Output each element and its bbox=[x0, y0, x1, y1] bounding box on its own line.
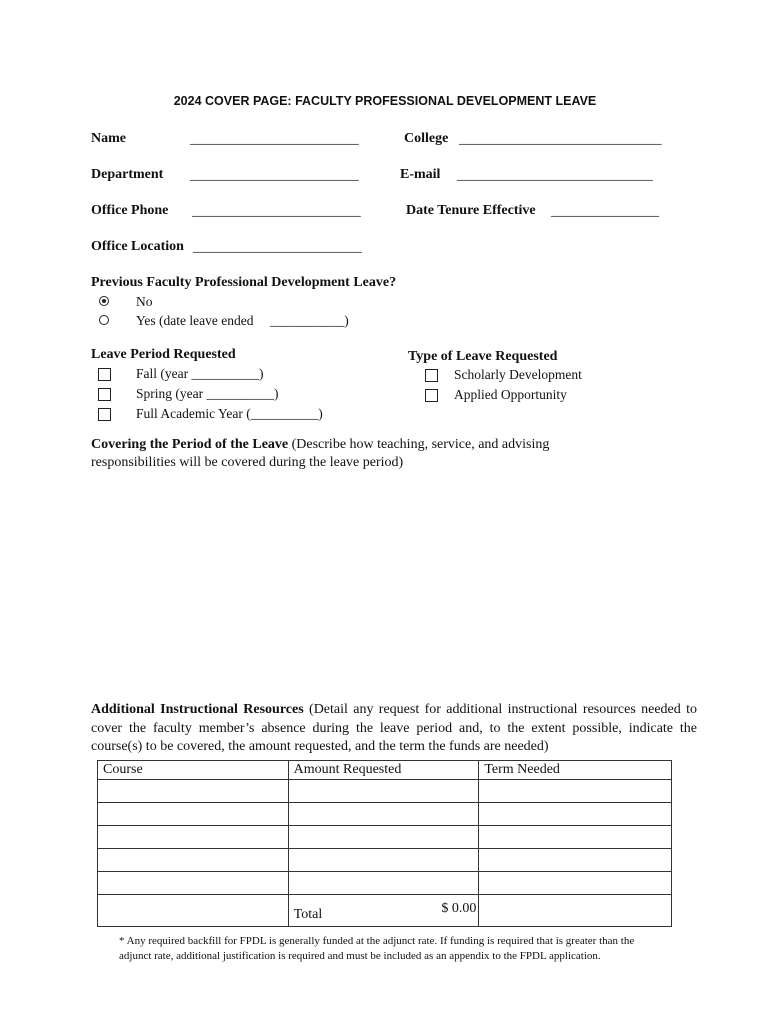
table-row bbox=[98, 803, 672, 826]
checkbox-scholarly[interactable] bbox=[425, 369, 438, 382]
radio-no-label: No bbox=[136, 294, 153, 309]
applied-label: Applied Opportunity bbox=[454, 387, 567, 402]
course-cell[interactable] bbox=[98, 872, 289, 895]
department-label: Department bbox=[91, 167, 164, 182]
amount-cell[interactable] bbox=[288, 803, 479, 826]
checkbox-spring[interactable] bbox=[98, 388, 111, 401]
date-tenure-field[interactable]: ________________ bbox=[551, 203, 659, 218]
amount-cell[interactable] bbox=[288, 872, 479, 895]
total-label: Total bbox=[293, 907, 323, 922]
additional-heading: Additional Instructional Resources bbox=[91, 702, 304, 717]
covering-heading: Covering the Period of the Leave bbox=[91, 437, 289, 452]
amount-cell[interactable] bbox=[288, 780, 479, 803]
resources-table bbox=[97, 760, 672, 927]
radio-yes[interactable] bbox=[99, 315, 109, 325]
checkbox-applied[interactable] bbox=[425, 389, 438, 402]
header-term: Term Needed bbox=[479, 761, 672, 780]
footnote-line-2: adjunct rate, additional justification is required and must be included as an appendix to the FPDL application. bbox=[119, 950, 601, 962]
term-cell[interactable] bbox=[479, 826, 672, 849]
table-row bbox=[98, 849, 672, 872]
amount-cell[interactable] bbox=[288, 826, 479, 849]
course-cell[interactable] bbox=[98, 780, 289, 803]
table-row bbox=[98, 826, 672, 849]
course-cell[interactable] bbox=[98, 849, 289, 872]
fall-label: Fall (year __________) bbox=[136, 366, 264, 381]
scholarly-label: Scholarly Development bbox=[454, 367, 582, 382]
college-label: College bbox=[404, 131, 449, 146]
radio-yes-label: Yes (date leave ended bbox=[136, 313, 254, 328]
additional-description: (Detail any request for additional instructional resources needed to cover the faculty member’s absence during the leave period and, to the extent possible, indicate the course(s) to be covered, the amount requested, and the term the funds are needed) bbox=[91, 702, 698, 754]
radio-no[interactable] bbox=[99, 296, 109, 306]
email-field[interactable]: _____________________________ bbox=[457, 167, 653, 182]
covering-line-2: responsibilities will be covered during the leave period) bbox=[91, 455, 404, 470]
table-header-row bbox=[98, 761, 672, 780]
office-location-field[interactable]: _________________________ bbox=[193, 239, 362, 254]
leave-type-heading: Type of Leave Requested bbox=[408, 349, 558, 364]
checkbox-full-year[interactable] bbox=[98, 408, 111, 421]
checkbox-fall[interactable] bbox=[98, 368, 111, 381]
course-cell[interactable] bbox=[98, 803, 289, 826]
department-field[interactable]: _________________________ bbox=[190, 167, 359, 182]
term-cell[interactable] bbox=[479, 803, 672, 826]
spring-label: Spring (year __________) bbox=[136, 386, 279, 401]
radio-selected-dot bbox=[102, 299, 106, 303]
date-tenure-label: Date Tenure Effective bbox=[406, 203, 536, 218]
office-phone-field[interactable]: _________________________ bbox=[192, 203, 361, 218]
total-term-cell[interactable] bbox=[479, 895, 672, 927]
footnote-line-1: * Any required backfill for FPDL is generally funded at the adjunct rate. If funding is required that is greater than the bbox=[119, 935, 635, 947]
total-cell bbox=[288, 895, 479, 927]
name-label: Name bbox=[91, 131, 126, 146]
header-course: Course bbox=[98, 761, 289, 780]
table-row bbox=[98, 780, 672, 803]
college-field[interactable]: ______________________________ bbox=[459, 131, 662, 146]
table-total-row bbox=[98, 895, 672, 927]
total-empty-cell[interactable] bbox=[98, 895, 289, 927]
covering-line-1 bbox=[91, 437, 549, 453]
additional-resources-paragraph bbox=[91, 701, 697, 757]
previous-leave-question: Previous Faculty Professional Development Leave? bbox=[91, 275, 397, 290]
name-field[interactable]: _________________________ bbox=[190, 131, 359, 146]
term-cell[interactable] bbox=[479, 780, 672, 803]
table-row bbox=[98, 872, 672, 895]
email-label: E-mail bbox=[400, 167, 441, 182]
page-title: 2024 COVER PAGE: FACULTY PROFESSIONAL DEVELOPMENT LEAVE bbox=[173, 94, 597, 108]
amount-cell[interactable] bbox=[288, 849, 479, 872]
leave-period-heading: Leave Period Requested bbox=[91, 347, 236, 362]
total-value: $ 0.00 bbox=[441, 901, 477, 916]
date-leave-ended-field[interactable]: ___________) bbox=[270, 313, 349, 328]
covering-description: (Describe how teaching, service, and advising bbox=[288, 437, 550, 452]
term-cell[interactable] bbox=[479, 872, 672, 895]
full-year-label: Full Academic Year (__________) bbox=[136, 406, 323, 421]
office-phone-label: Office Phone bbox=[91, 203, 169, 218]
course-cell[interactable] bbox=[98, 826, 289, 849]
header-amount: Amount Requested bbox=[288, 761, 479, 780]
term-cell[interactable] bbox=[479, 849, 672, 872]
office-location-label: Office Location bbox=[91, 239, 184, 254]
